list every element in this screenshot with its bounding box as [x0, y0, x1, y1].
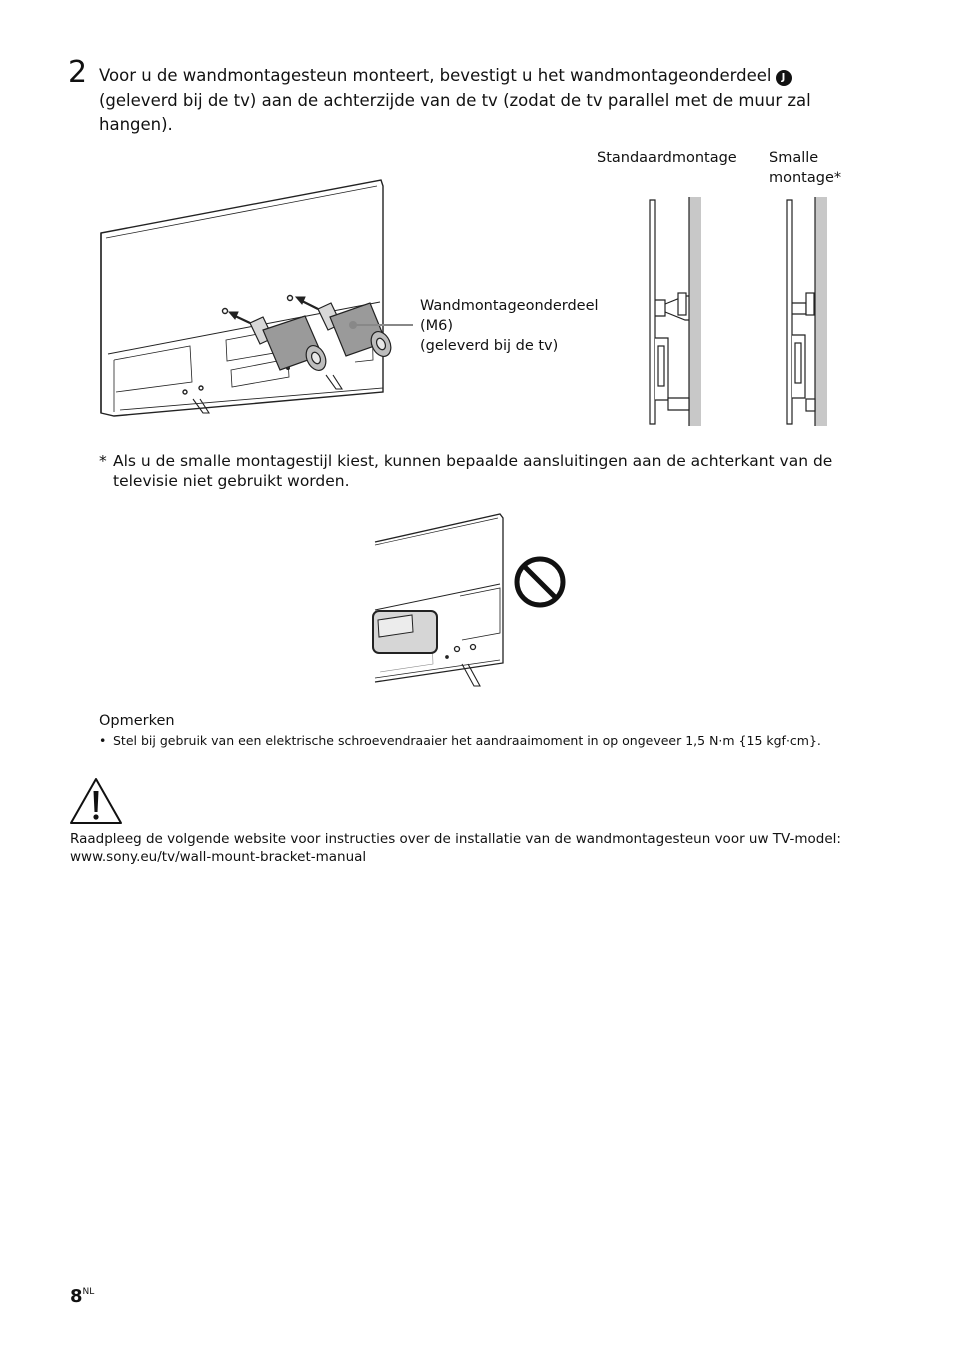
callout-line-3: (geleverd bij de tv): [420, 338, 559, 354]
remarks-title: Opmerken: [99, 713, 175, 729]
prohibited-icon: [517, 559, 563, 605]
step-number: 2: [68, 55, 88, 90]
page-number: [70, 1281, 94, 1308]
slim-mount-label-line-1: Smalle: [769, 150, 819, 166]
remark-bullet: •: [99, 733, 107, 748]
footnote-text: Als u de smalle montagestijl kiest, kunnen bepaalde aansluitingen aan de achterkant van de televisie niet gebruikt worden.: [113, 452, 833, 490]
step-text: Voor u de wandmontagesteun monteert, bevestigt u het wandmontageonderdeel: [99, 66, 772, 85]
page-language-suffix: NL: [82, 1287, 95, 1297]
wall-mount-part-callout: [420, 296, 599, 356]
slim-mount-label: [769, 148, 841, 188]
callout-line-1: Wandmontageonderdeel: [420, 298, 599, 314]
step-instruction: [99, 64, 844, 138]
warning-url: www.sony.eu/tv/wall-mount-bracket-manual: [70, 849, 367, 865]
page-number-value: 8: [70, 1286, 83, 1307]
warning-text: [70, 830, 930, 866]
remark-text: Stel bij gebruik van een elektrische schroevendraaier het aandraaimoment in op ongeveer 1,5 N·m {15 kgf·cm}.: [113, 733, 821, 748]
step-text-continued: (geleverd bij de tv) aan de achterzijde van de tv (zodat de tv parallel met de muur zal hangen).: [99, 90, 811, 134]
callout-line-2: (M6): [420, 318, 454, 334]
part-letter-badge: J: [776, 70, 792, 86]
slim-mount-label-line-2: montage*: [769, 170, 842, 186]
standard-mount-label: Standaardmontage: [597, 150, 737, 166]
footnote-mark: *: [99, 452, 107, 470]
warning-line-1: Raadpleeg de volgende website voor instructies over de installatie van de wandmontagesteun voor uw TV-model:: [70, 831, 841, 847]
